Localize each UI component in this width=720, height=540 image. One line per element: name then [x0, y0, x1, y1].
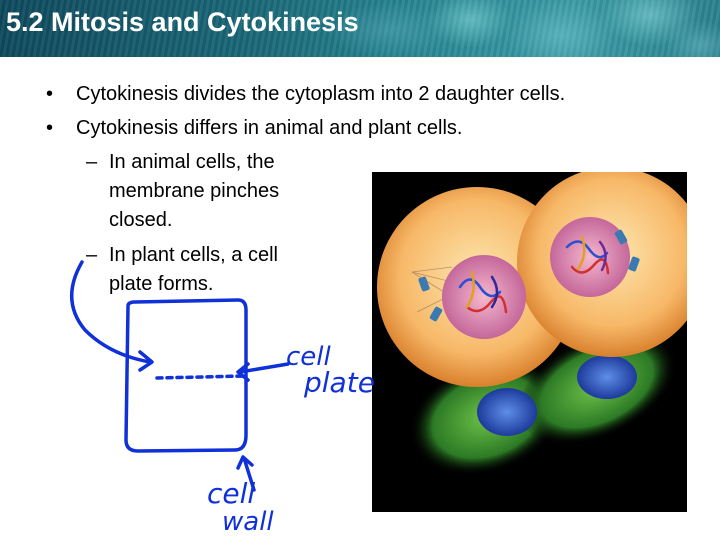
bullet-text: Cytokinesis divides the cytoplasm into 2 daughter cells.: [76, 83, 566, 105]
slide-title: 5.2 Mitosis and Cytokinesis: [6, 7, 359, 37]
sub-bullet-text: In plant cells, a cell: [109, 244, 278, 266]
cell-wall-label-1: cell: [207, 477, 256, 510]
cell-plate-label-1: cell: [286, 342, 331, 372]
bullet-text: Cytokinesis differs in animal and plant cells.: [76, 117, 463, 139]
sub-bullet-text: closed.: [109, 209, 173, 231]
sub-bullet-text: plate forms.: [109, 273, 214, 295]
dash-glyph: –: [86, 151, 98, 173]
bullet-glyph: •: [46, 83, 54, 105]
sub-bullet-text: membrane pinches: [109, 180, 280, 202]
cell-wall-label-2: wall: [222, 507, 274, 537]
bullet-glyph: •: [46, 117, 54, 139]
sub-bullet-text: In animal cells, the: [109, 151, 275, 173]
dash-glyph: –: [86, 244, 98, 266]
cell-plate-label-2: plate: [304, 366, 375, 399]
